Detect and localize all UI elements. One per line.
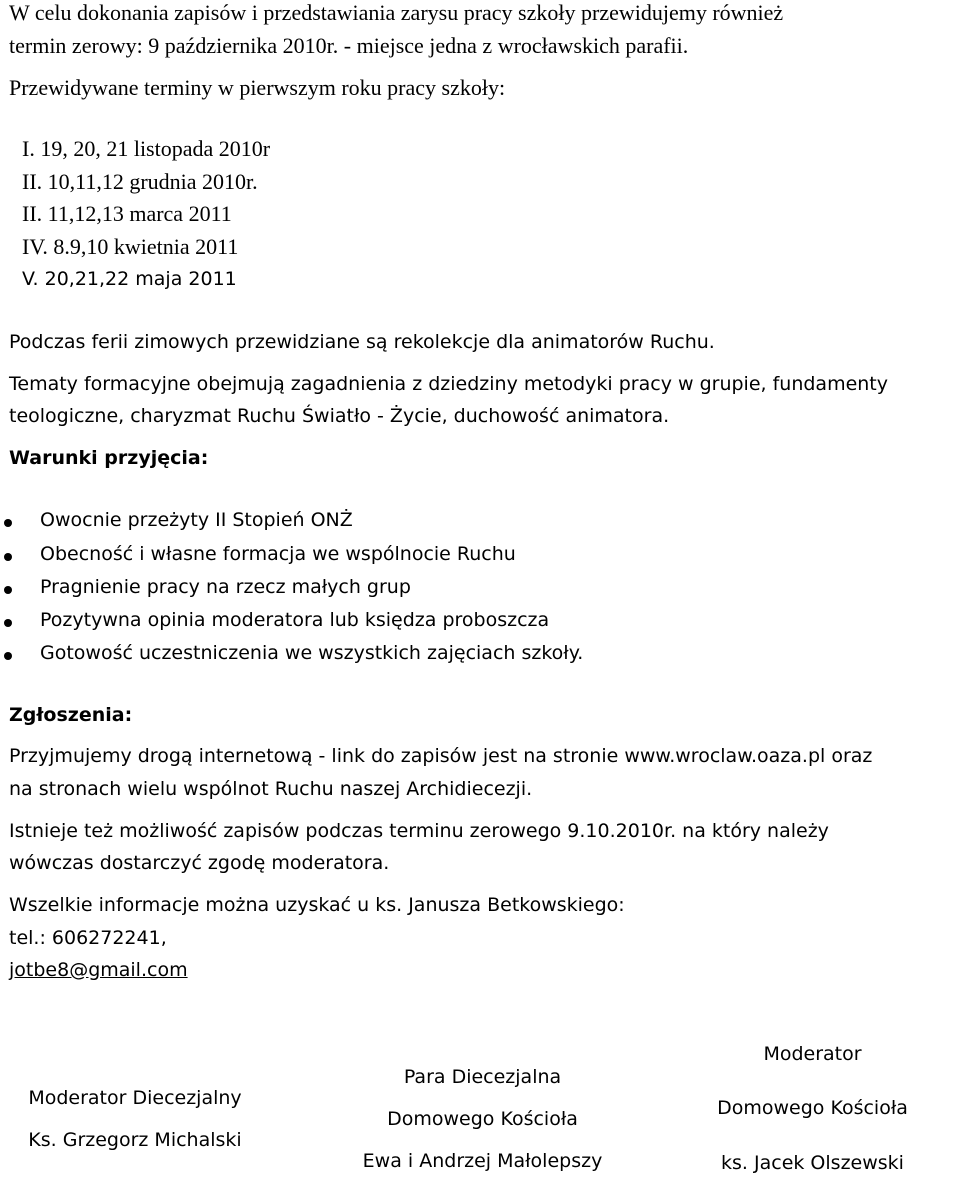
- applications-p1-line-2: na stronach wielu wspólnot Ruchu naszej Archidiecezji.: [9, 778, 533, 800]
- signature-right-title: Moderator: [763, 1043, 862, 1065]
- bullet-icon: [4, 553, 12, 561]
- signature-center-title: Para Diecezjalna: [403, 1066, 562, 1088]
- topics-line-2: teologiczne, charyzmat Ruchu Światło - Życie, duchowość animatora.: [9, 405, 670, 427]
- list-item-text: Pozytywna opinia moderatora lub księdza proboszcza: [40, 609, 550, 631]
- applications-heading: Zgłoszenia:: [9, 704, 133, 726]
- applications-contact: Wszelkie informacje można uzyskać u ks. Janusza Betkowskiego:: [9, 894, 625, 916]
- retreat-note: Podczas ferii zimowych przewidziane są rekolekcje dla animatorów Ruchu.: [9, 331, 715, 353]
- contact-phone: tel.: 606272241,: [9, 927, 167, 949]
- term-item: I. 19, 20, 21 listopada 2010r: [22, 136, 271, 161]
- list-item-text: Owocnie przeżyty II Stopień ONŻ: [40, 509, 353, 531]
- bullet-icon: [4, 586, 12, 594]
- list-item-text: Gotowość uczestniczenia we wszystkich zajęciach szkoły.: [40, 642, 584, 664]
- intro-line-1: W celu dokonania zapisów i przedstawiania zarysu pracy szkoły przewidujemy również: [9, 0, 784, 25]
- signature-left-name: Ks. Grzegorz Michalski: [28, 1129, 242, 1151]
- intro-line-2: termin zerowy: 9 października 2010r. - miejsce jedna z wrocławskich parafii.: [9, 33, 689, 58]
- signature-right-name: ks. Jacek Olszewski: [721, 1152, 904, 1174]
- contact-email-link[interactable]: jotbe8@gmail.com: [9, 959, 188, 981]
- term-item: II. 10,11,12 grudnia 2010r.: [22, 169, 258, 194]
- topics-line-1: Tematy formacyjne obejmują zagadnienia z dziedziny metodyki pracy w grupie, fundamenty: [9, 373, 889, 395]
- applications-p2-line-2: wówczas dostarczyć zgodę moderatora.: [9, 852, 390, 874]
- signature-center-name: Ewa i Andrzej Małolepszy: [362, 1150, 603, 1172]
- conditions-heading: Warunki przyjęcia:: [9, 447, 209, 469]
- term-item: V. 20,21,22 maja 2011: [22, 268, 237, 290]
- terms-heading: Przewidywane terminy w pierwszym roku pracy szkoły:: [9, 75, 506, 100]
- applications-p1-line-1: Przyjmujemy drogą internetową - link do zapisów jest na stronie www.wroclaw.oaza.pl oraz: [9, 745, 873, 767]
- signature-left-title: Moderator Diecezjalny: [28, 1087, 242, 1109]
- bullet-icon: [4, 652, 12, 660]
- signature-center-subtitle: Domowego Kościoła: [387, 1108, 578, 1130]
- bullet-icon: [4, 619, 12, 627]
- list-item-text: Pragnienie pracy na rzecz małych grup: [40, 576, 411, 598]
- applications-p2-line-1: Istnieje też możliwość zapisów podczas terminu zerowego 9.10.2010r. na który należy: [9, 820, 829, 842]
- term-item: II. 11,12,13 marca 2011: [22, 201, 232, 226]
- signature-right-subtitle: Domowego Kościoła: [717, 1097, 908, 1119]
- list-item-text: Obecność i własne formacja we wspólnocie Ruchu: [40, 543, 516, 565]
- bullet-icon: [4, 519, 12, 527]
- term-item: IV. 8.9,10 kwietnia 2011: [22, 234, 239, 259]
